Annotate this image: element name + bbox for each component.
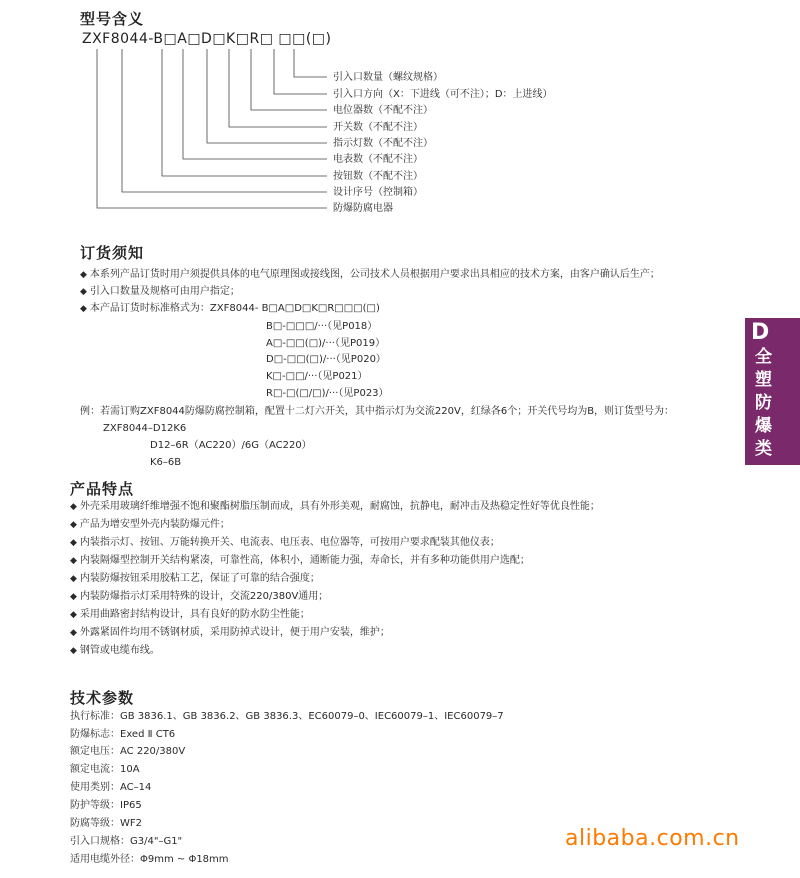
model-item: 指示灯数（不配不注） <box>333 138 433 149</box>
param-row <box>70 710 504 723</box>
section-title-tech-params: 技术参数 <box>70 689 135 707</box>
format-line: D□-□□(□)/···（见P020） <box>266 354 386 365</box>
example-line: K6–6B <box>150 457 182 468</box>
format-line: K□-□□/···（见P021） <box>266 371 368 382</box>
category-label: 全塑防爆类 <box>755 347 772 459</box>
model-item: 设计序号（控制箱） <box>333 187 423 198</box>
model-item: 引入口数量（螺纹规格） <box>333 72 443 83</box>
ordering-bullet: ◆ 本系列产品订货时用户须提供具体的电气原理图或接线图，公司技术人员根据用户要求出具相应的技术方案，由客户确认后生产； <box>80 268 660 282</box>
param-label: 额定电压： <box>70 746 120 757</box>
format-line: R□-□(□/□)/···（见P023） <box>266 388 389 399</box>
section-title-model-meaning: 型号含义 <box>80 10 145 28</box>
feature-bullet: ◆ 内装防爆按钮采用胶粘工艺，保证了可靠的结合强度； <box>70 572 320 586</box>
order-example: 例：若需订购ZXF8044防爆防腐控制箱，配置十二灯六开关，其中指示灯为交流220V，红绿各6个；开关代号均为B，则订货型号为： <box>80 406 675 417</box>
param-row <box>70 781 151 794</box>
param-value: G3/4"–G1" <box>130 836 183 847</box>
model-item: 开关数（不配不注） <box>333 122 423 133</box>
model-item: 电表数（不配不注） <box>333 154 423 165</box>
param-value: WF2 <box>120 818 143 829</box>
format-line: A□-□□(□)/···（见P019） <box>266 338 386 349</box>
category-tab <box>745 318 800 465</box>
param-row <box>70 728 175 741</box>
ordering-bullet: ◆ 引入口数量及规格可由用户指定； <box>80 285 240 299</box>
param-row <box>70 799 142 812</box>
feature-bullet: ◆ 产品为增安型外壳内装防爆元件； <box>70 518 230 532</box>
feature-bullet: ◆ 内装隔爆型控制开关结构紧凑，可靠性高，体积小，通断能力强，寿命长，并有多种功能供用户选配； <box>70 554 530 568</box>
feature-bullet: ◆ 内装指示灯、按钮、万能转换开关、电流表、电压表、电位器等，可按用户要求配装其他仪表； <box>70 536 500 550</box>
section-title-ordering: 订货须知 <box>80 244 145 262</box>
param-label: 适用电缆外径： <box>70 854 140 865</box>
param-value: Φ9mm ~ Φ18mm <box>140 854 229 865</box>
param-label: 使用类别： <box>70 782 120 793</box>
param-label: 防爆标志： <box>70 729 120 740</box>
model-code: ZXF8044-B□A□D□K□R□ □□(□) <box>82 31 332 47</box>
param-value: GB 3836.1、GB 3836.2、GB 3836.3、EC60079–0、IEC60079–1、IEC60079–7 <box>120 711 504 722</box>
feature-bullet: ◆ 外壳采用玻璃纤维增强不饱和聚酯树脂压制而成，具有外形美观，耐腐蚀，抗静电，耐冲击及热稳定性好等优良性能； <box>70 500 600 514</box>
param-value: 10A <box>120 764 140 775</box>
param-label: 引入口规格： <box>70 836 130 847</box>
param-value: AC–14 <box>120 782 152 793</box>
param-row <box>70 817 142 830</box>
feature-bullet: ◆ 内装防爆指示灯采用特殊的设计，交流220/380V通用； <box>70 590 328 604</box>
feature-bullet: ◆ 钢管或电缆布线。 <box>70 644 160 658</box>
example-line: ZXF8044–D12K6 <box>103 423 187 434</box>
watermark: alibaba.com.cn <box>565 826 740 851</box>
param-value: IP65 <box>120 800 142 811</box>
param-label: 执行标准： <box>70 711 120 722</box>
param-row <box>70 745 185 758</box>
example-line: D12–6R（AC220）/6G（AC220） <box>150 440 312 451</box>
model-item: 防爆防腐电器 <box>333 203 393 214</box>
model-item: 按钮数（不配不注） <box>333 171 423 182</box>
param-label: 额定电流： <box>70 764 120 775</box>
param-value: AC 220/380V <box>120 746 186 757</box>
section-title-features: 产品特点 <box>70 480 135 498</box>
feature-bullet: ◆ 采用曲路密封结构设计，具有良好的防水防尘性能； <box>70 608 310 622</box>
model-item: 引入口方向（X：下进线（可不注）；D：上进线） <box>333 89 553 100</box>
param-row <box>70 853 229 866</box>
param-row <box>70 763 140 776</box>
param-label: 防腐等级： <box>70 818 120 829</box>
param-value: Exed Ⅱ CT6 <box>120 729 176 740</box>
ordering-bullet: ◆ 本产品订货时标准格式为：ZXF8044- B□A□D□K□R□□□(□) <box>80 302 380 316</box>
model-item: 电位器数（不配不注） <box>333 105 433 116</box>
format-line: B□-□□□/···（见P018） <box>266 321 378 332</box>
feature-bullet: ◆ 外露紧固件均用不锈钢材质，采用防掉式设计，便于用户安装，维护； <box>70 626 390 640</box>
param-row <box>70 835 182 848</box>
param-label: 防护等级： <box>70 800 120 811</box>
category-letter: D <box>751 320 770 345</box>
